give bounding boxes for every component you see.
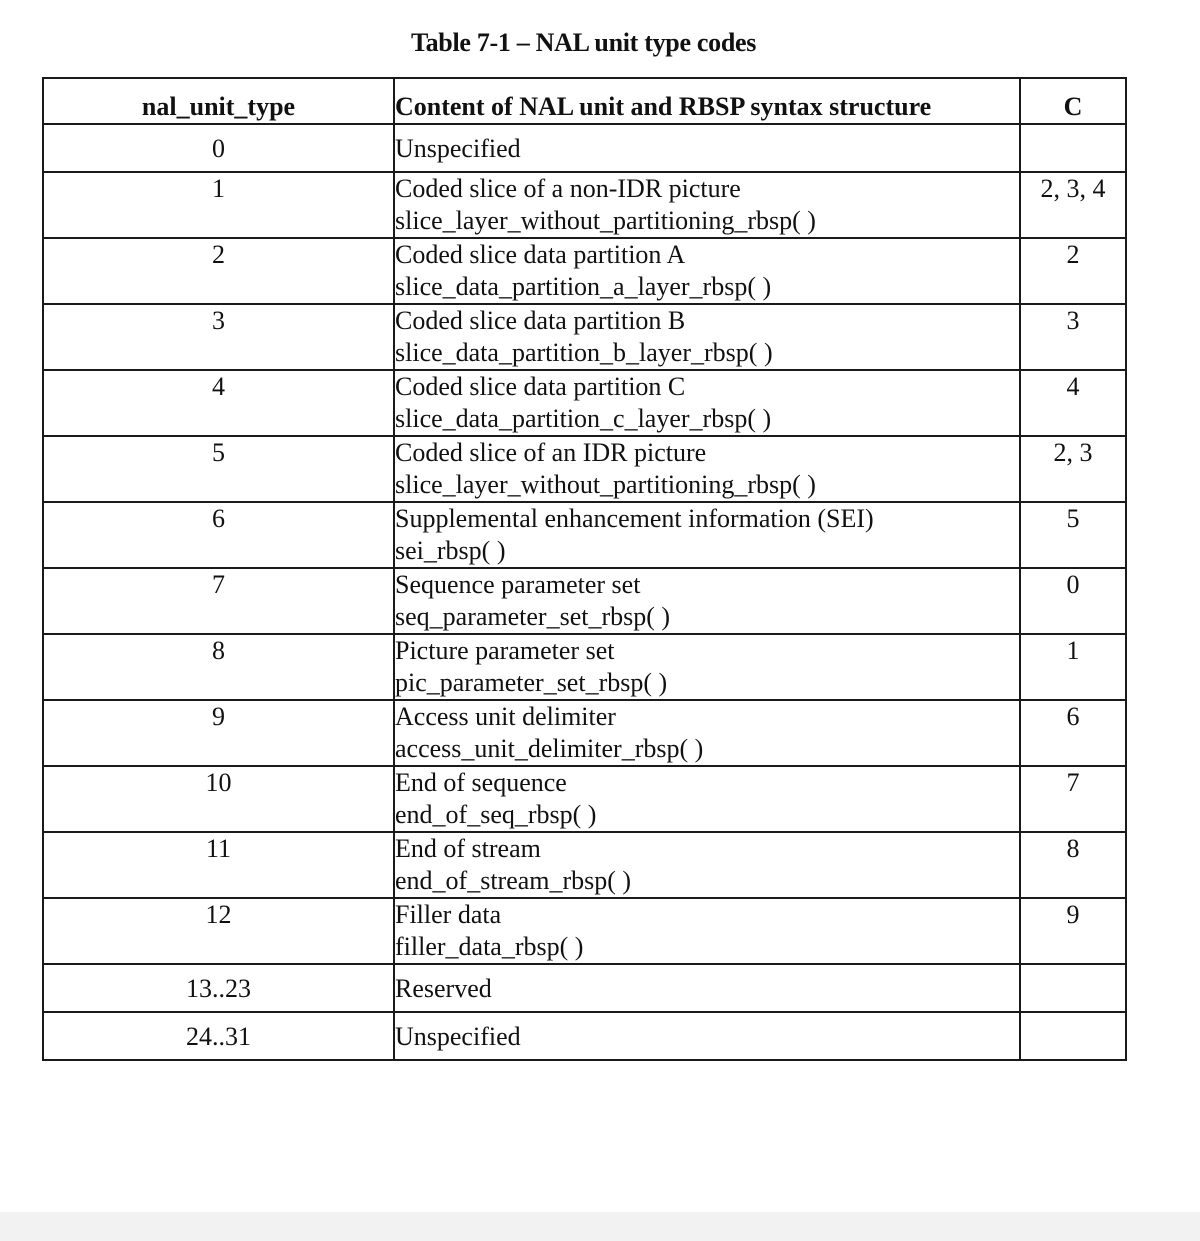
table-row [43, 634, 1126, 700]
cell-category [1020, 964, 1126, 1012]
cell-category: 1 [1020, 634, 1126, 700]
table-row [43, 1012, 1126, 1060]
content-text: Coded slice data partition C [395, 372, 686, 401]
syntax-text: end_of_stream_rbsp( ) [395, 866, 632, 895]
syntax-text: slice_layer_without_partitioning_rbsp( ) [395, 206, 816, 235]
cell-type: 24..31 [43, 1012, 394, 1060]
table-row [43, 436, 1126, 502]
cell-category: 0 [1020, 568, 1126, 634]
syntax-text: access_unit_delimiter_rbsp( ) [395, 734, 704, 763]
cell-content [394, 172, 1020, 238]
nal-unit-type-table [42, 77, 1127, 1061]
syntax-text: slice_data_partition_b_layer_rbsp( ) [395, 338, 773, 367]
cell-category: 7 [1020, 766, 1126, 832]
table-row [43, 832, 1126, 898]
cell-type: 13..23 [43, 964, 394, 1012]
syntax-text: slice_data_partition_a_layer_rbsp( ) [395, 272, 772, 301]
cell-category [1020, 124, 1126, 172]
cell-type: 1 [43, 172, 394, 238]
cell-content [394, 898, 1020, 964]
table-row [43, 238, 1126, 304]
page-bottom-edge [0, 1212, 1200, 1241]
cell-content [394, 304, 1020, 370]
syntax-text: slice_layer_without_partitioning_rbsp( ) [395, 470, 816, 499]
cell-content [394, 700, 1020, 766]
content-text: Unspecified [395, 134, 521, 163]
content-text: End of sequence [395, 768, 567, 797]
cell-type: 4 [43, 370, 394, 436]
header-content: Content of NAL unit and RBSP syntax structure [394, 78, 1020, 124]
table-row [43, 304, 1126, 370]
cell-content [394, 436, 1020, 502]
table-row [43, 964, 1126, 1012]
cell-content [394, 124, 1020, 172]
cell-category: 2 [1020, 238, 1126, 304]
content-text: Coded slice data partition B [395, 306, 686, 335]
content-text: Reserved [395, 974, 492, 1003]
cell-content [394, 832, 1020, 898]
syntax-text: slice_data_partition_c_layer_rbsp( ) [395, 404, 772, 433]
cell-category: 2, 3, 4 [1020, 172, 1126, 238]
cell-content [394, 370, 1020, 436]
content-text: Supplemental enhancement information (SEI) [395, 504, 874, 533]
table-row [43, 124, 1126, 172]
cell-category: 5 [1020, 502, 1126, 568]
cell-type: 8 [43, 634, 394, 700]
cell-type: 0 [43, 124, 394, 172]
table-row [43, 370, 1126, 436]
content-text: Unspecified [395, 1022, 521, 1051]
cell-type: 7 [43, 568, 394, 634]
content-text: Filler data [395, 900, 502, 929]
cell-content [394, 964, 1020, 1012]
cell-type: 10 [43, 766, 394, 832]
cell-category: 3 [1020, 304, 1126, 370]
table-row [43, 766, 1126, 832]
cell-type: 9 [43, 700, 394, 766]
content-text: Coded slice of a non-IDR picture [395, 174, 741, 203]
cell-type: 6 [43, 502, 394, 568]
cell-category: 9 [1020, 898, 1126, 964]
table-caption: Table 7-1 – NAL unit type codes [410, 28, 757, 57]
table-row [43, 502, 1126, 568]
content-text: Picture parameter set [395, 636, 615, 665]
syntax-text: pic_parameter_set_rbsp( ) [395, 668, 668, 697]
cell-type: 11 [43, 832, 394, 898]
content-text: Coded slice of an IDR picture [395, 438, 707, 467]
cell-type: 5 [43, 436, 394, 502]
content-text: End of stream [395, 834, 541, 863]
cell-content [394, 766, 1020, 832]
table-header-row [43, 78, 1126, 124]
syntax-text: seq_parameter_set_rbsp( ) [395, 602, 671, 631]
content-text: Sequence parameter set [395, 570, 641, 599]
cell-type: 2 [43, 238, 394, 304]
table-row [43, 700, 1126, 766]
cell-content [394, 634, 1020, 700]
syntax-text: filler_data_rbsp( ) [395, 932, 584, 961]
cell-category: 8 [1020, 832, 1126, 898]
cell-content [394, 238, 1020, 304]
cell-category: 6 [1020, 700, 1126, 766]
cell-category [1020, 1012, 1126, 1060]
cell-category: 2, 3 [1020, 436, 1126, 502]
syntax-text: sei_rbsp( ) [395, 536, 506, 565]
cell-type: 3 [43, 304, 394, 370]
table-row [43, 172, 1126, 238]
cell-category: 4 [1020, 370, 1126, 436]
cell-content [394, 502, 1020, 568]
table-row [43, 568, 1126, 634]
content-text: Coded slice data partition A [395, 240, 686, 269]
content-text: Access unit delimiter [395, 702, 616, 731]
syntax-text: end_of_seq_rbsp( ) [395, 800, 597, 829]
table-row [43, 898, 1126, 964]
header-nal-unit-type: nal_unit_type [43, 78, 394, 124]
cell-content [394, 568, 1020, 634]
cell-type: 12 [43, 898, 394, 964]
header-category: C [1020, 78, 1126, 124]
cell-content [394, 1012, 1020, 1060]
